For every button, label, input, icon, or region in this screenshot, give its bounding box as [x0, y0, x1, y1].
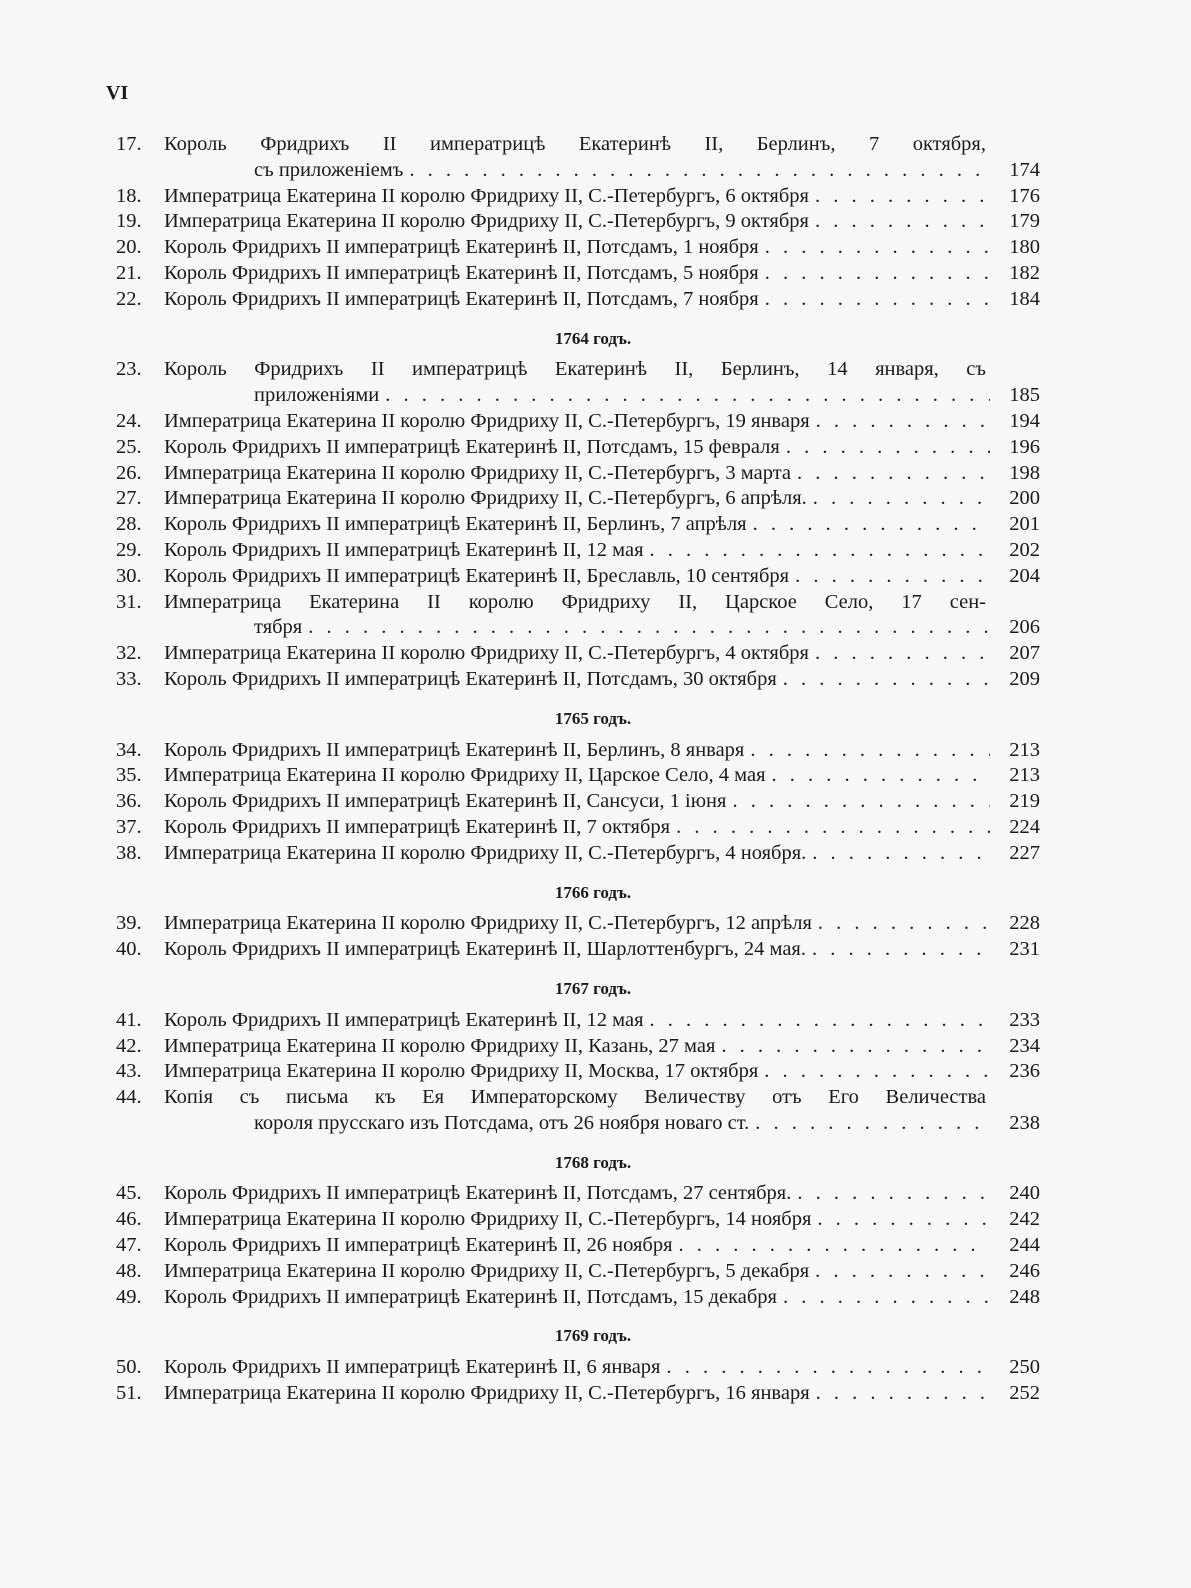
- dot-leader: [772, 763, 990, 789]
- toc-entry: [116, 1285, 1040, 1311]
- entry-number: 43.: [116, 1060, 142, 1083]
- entry-number: 29.: [116, 538, 142, 561]
- entry-page: 228: [1009, 912, 1040, 935]
- toc-entry-line: [116, 235, 1040, 261]
- entry-title: Императрица Екатерина II королю Фридриху II, Москва, 17 октября: [164, 1060, 759, 1083]
- toc-entry-line: [116, 486, 1040, 512]
- entry-page: 224: [1009, 815, 1040, 838]
- dot-leader: [815, 209, 990, 235]
- toc-entry-line: [116, 287, 1040, 313]
- dot-leader: [385, 383, 990, 409]
- entry-title: Король Фридрихъ II императрицѣ Екатеринѣ II, Шарлоттенбургъ, 24 мая.: [164, 938, 806, 961]
- toc-entry: [116, 564, 1040, 590]
- entry-title-continued: приложеніями: [254, 384, 380, 407]
- spacer: [164, 1111, 254, 1137]
- toc-entry: [116, 1207, 1040, 1233]
- toc-entry-line: [116, 937, 1040, 963]
- entry-number: 26.: [116, 461, 142, 484]
- toc-entry: [116, 435, 1040, 461]
- entry-page: 207: [1009, 642, 1040, 665]
- entry-title: Король Фридрихъ II императрицѣ Екатеринѣ II, Потсдамъ, 15 декабря: [164, 1285, 777, 1308]
- toc-entry-line: [116, 538, 1040, 564]
- entry-number: 17.: [116, 133, 142, 155]
- entry-page: 234: [1009, 1034, 1040, 1057]
- toc-entry-line: [116, 409, 1040, 435]
- toc-entry: [116, 486, 1040, 512]
- toc-entry-line: [116, 815, 1040, 841]
- entry-number: 47.: [116, 1234, 142, 1257]
- entry-number: 44.: [116, 1086, 142, 1109]
- toc-entry-line: [116, 1355, 1040, 1381]
- entry-title: Императрица Екатерина II королю Фридриху II, С.-Петербургъ, 6 апрѣля.: [164, 487, 807, 510]
- spacer: [116, 158, 164, 184]
- dot-leader: [795, 564, 990, 590]
- entry-title: Императрица Екатерина II королю Фридриху II, Царское Село, 4 мая: [164, 764, 766, 787]
- toc-entry: [116, 1034, 1040, 1060]
- toc-entry-line: [116, 357, 1040, 383]
- entry-page: 246: [1009, 1259, 1040, 1282]
- entry-number: 31.: [116, 590, 142, 613]
- dot-leader: [676, 815, 990, 841]
- entry-number: 39.: [116, 912, 142, 935]
- entry-title: Король Фридрихъ II императрицѣ Екатеринѣ II, 7 октября: [164, 815, 671, 838]
- section-heading: 1768 годъ.: [554, 1152, 632, 1172]
- entry-number: 33.: [116, 667, 142, 690]
- entry-number: 27.: [116, 487, 142, 510]
- entry-page: 227: [1009, 841, 1040, 864]
- toc-entry-line: [116, 1285, 1040, 1311]
- toc-entry: [116, 1085, 1040, 1137]
- toc-entry-line: [116, 763, 1040, 789]
- entry-page: 198: [1009, 461, 1040, 484]
- spacer: [164, 615, 254, 641]
- entry-number: 50.: [116, 1356, 142, 1379]
- toc-entry-line: [116, 841, 1040, 867]
- entry-number: 45.: [116, 1182, 142, 1205]
- section-heading: 1767 годъ.: [554, 978, 632, 998]
- toc-entry-line: [116, 911, 1040, 937]
- entry-page: 252: [1009, 1382, 1040, 1405]
- toc-entry: [116, 590, 1040, 642]
- entry-title: Императрица Екатерина II королю Фридриху II, С.-Петербургъ, 16 января: [164, 1382, 810, 1405]
- spacer: [116, 383, 164, 409]
- entry-page: 219: [1009, 790, 1040, 813]
- entry-title: Императрица Екатерина II королю Фридриху II, С.-Петербургъ, 12 апрѣля: [164, 912, 812, 935]
- dot-leader: [786, 435, 990, 461]
- entry-number: 51.: [116, 1382, 142, 1405]
- entry-number: 42.: [116, 1034, 142, 1057]
- toc-entry-line: [116, 461, 1040, 487]
- dot-leader: [308, 615, 990, 641]
- entry-number: 36.: [116, 790, 142, 813]
- entry-page: 182: [1009, 261, 1040, 284]
- entry-number: 37.: [116, 815, 142, 838]
- entry-title: Король Фридрихъ II императрицѣ Екатеринѣ II, Берлинъ, 14 января, съ: [164, 358, 986, 381]
- entry-number: 30.: [116, 564, 142, 587]
- entry-title: Король Фридрихъ II императрицѣ Екатеринѣ II, 26 ноября: [164, 1234, 673, 1257]
- toc-entry: [116, 1008, 1040, 1034]
- entry-number: 28.: [116, 513, 142, 536]
- toc-entry-line: [116, 1181, 1040, 1207]
- entry-number: 21.: [116, 261, 142, 284]
- entry-number: 40.: [116, 938, 142, 961]
- entry-title: Императрица Екатерина II королю Фридриху II, С.-Петербургъ, 4 октября: [164, 642, 809, 665]
- entry-page: 240: [1009, 1182, 1040, 1205]
- entry-page: 174: [1009, 158, 1040, 181]
- entry-number: 18.: [116, 184, 142, 207]
- dot-leader: [732, 789, 990, 815]
- entry-number: 22.: [116, 287, 142, 310]
- toc-entry: [116, 1259, 1040, 1285]
- toc-entry-line: [116, 1207, 1040, 1233]
- entry-page: 242: [1009, 1208, 1040, 1231]
- entry-title-continued: тября: [254, 616, 303, 639]
- dot-leader: [783, 1285, 990, 1311]
- dot-leader: [815, 1259, 990, 1285]
- toc-entry-line: [116, 209, 1040, 235]
- toc-entry: [116, 538, 1040, 564]
- entry-title: Императрица Екатерина II королю Фридриху II, С.-Петербургъ, 9 октября: [164, 210, 809, 233]
- entry-page: 180: [1009, 236, 1040, 259]
- toc-entry-line: [116, 1381, 1040, 1407]
- entry-number: 49.: [116, 1285, 142, 1308]
- dot-leader: [765, 235, 990, 261]
- entry-title: Король Фридрихъ II императрицѣ Екатеринѣ II, 6 января: [164, 1356, 661, 1379]
- toc-entry: [116, 1381, 1040, 1407]
- toc-entry-line: [116, 512, 1040, 538]
- toc-entry-line: [116, 1034, 1040, 1060]
- entry-title: Императрица Екатерина II королю Фридриху II, С.-Петербургъ, 19 января: [164, 409, 810, 432]
- entry-number: 34.: [116, 738, 142, 761]
- toc-entry-line: [116, 261, 1040, 287]
- entry-page: 231: [1009, 938, 1040, 961]
- entry-page: 204: [1009, 564, 1040, 587]
- dot-leader: [679, 1233, 990, 1259]
- toc-entry-line: [116, 1085, 1040, 1111]
- section-heading: 1764 годъ.: [554, 328, 632, 348]
- dot-leader: [815, 641, 990, 667]
- toc-entry: [116, 641, 1040, 667]
- entry-number: 38.: [116, 841, 142, 864]
- entry-page: 250: [1009, 1356, 1040, 1379]
- dot-leader: [797, 1181, 990, 1207]
- entry-page: 201: [1009, 513, 1040, 536]
- toc-entry: [116, 357, 1040, 409]
- entry-page: 213: [1009, 764, 1040, 787]
- entry-number: 41.: [116, 1008, 142, 1031]
- toc-entry-line: [116, 615, 1040, 641]
- entry-title: Императрица Екатерина II королю Фридриху II, С.-Петербургъ, 14 ноября: [164, 1208, 812, 1231]
- entry-page: 233: [1009, 1008, 1040, 1031]
- entry-number: 32.: [116, 642, 142, 665]
- toc-entry: [116, 1181, 1040, 1207]
- entry-number: 25.: [116, 435, 142, 458]
- toc-entry: [116, 209, 1040, 235]
- dot-leader: [765, 261, 990, 287]
- toc-entry-line: [116, 641, 1040, 667]
- entry-page: 206: [1009, 616, 1040, 639]
- toc-entry-line: [116, 667, 1040, 693]
- entry-title: Король Фридрихъ II императрицѣ Екатеринѣ II, Берлинъ, 7 октября,: [164, 133, 986, 155]
- entry-title: Король Фридрихъ II императрицѣ Екатеринѣ II, Бреславль, 10 сентября: [164, 564, 790, 587]
- spacer: [116, 1111, 164, 1137]
- entry-page: 176: [1009, 184, 1040, 207]
- toc-entry: [116, 667, 1040, 693]
- dot-leader: [818, 911, 990, 937]
- dot-leader: [815, 184, 990, 210]
- entry-title: Король Фридрихъ II императрицѣ Екатеринѣ II, Потсдамъ, 15 февраля: [164, 435, 780, 458]
- spacer: [164, 158, 254, 184]
- dot-leader: [764, 1059, 990, 1085]
- toc-entry: [116, 937, 1040, 963]
- dot-leader: [721, 1034, 990, 1060]
- entry-page: 179: [1009, 210, 1040, 233]
- toc-entry-line: [116, 383, 1040, 409]
- spacer: [164, 383, 254, 409]
- toc-entry-line: [116, 184, 1040, 210]
- toc-entry: [116, 132, 1040, 184]
- toc-entry: [116, 461, 1040, 487]
- dot-leader: [812, 937, 990, 963]
- entry-title: Императрица Екатерина II королю Фридриху II, Казань, 27 мая: [164, 1034, 716, 1057]
- toc-entry: [116, 184, 1040, 210]
- entry-number: 35.: [116, 764, 142, 787]
- toc-entry-line: [116, 1259, 1040, 1285]
- toc-entry-line: [116, 132, 1040, 158]
- entry-title: Императрица Екатерина II королю Фридриху II, С.-Петербургъ, 6 октября: [164, 184, 809, 207]
- toc-entry: [116, 261, 1040, 287]
- entry-title: Король Фридрихъ II императрицѣ Екатеринѣ II, Потсдамъ, 5 ноября: [164, 261, 759, 284]
- toc-entry: [116, 287, 1040, 313]
- dot-leader: [816, 1381, 990, 1407]
- entry-page: 209: [1009, 667, 1040, 690]
- toc-entry-line: [116, 789, 1040, 815]
- toc-entry: [116, 1355, 1040, 1381]
- dot-leader: [812, 841, 990, 867]
- entry-number: 24.: [116, 409, 142, 432]
- section-heading: 1766 годъ.: [554, 882, 632, 902]
- toc-entry-line: [116, 738, 1040, 764]
- toc-entry-line: [116, 590, 1040, 616]
- dot-leader: [813, 486, 990, 512]
- dot-leader: [753, 512, 990, 538]
- entry-page: 244: [1009, 1234, 1040, 1257]
- toc-entry-line: [116, 1008, 1040, 1034]
- entry-number: 46.: [116, 1208, 142, 1231]
- entry-page: 213: [1009, 738, 1040, 761]
- toc-entry-line: [116, 158, 1040, 184]
- toc-entry: [116, 235, 1040, 261]
- toc-entry: [116, 763, 1040, 789]
- entry-page: 200: [1009, 487, 1040, 510]
- dot-leader: [755, 1111, 990, 1137]
- dot-leader: [409, 158, 990, 184]
- dot-leader: [650, 1008, 991, 1034]
- entry-title: Король Фридрихъ II императрицѣ Екатеринѣ II, 12 мая: [164, 1008, 644, 1031]
- entry-title: Императрица Екатерина II королю Фридриху II, С.-Петербургъ, 3 марта: [164, 461, 792, 484]
- toc-entry-line: [116, 1059, 1040, 1085]
- page-number: VI: [106, 82, 129, 104]
- entry-title: Императрица Екатерина II королю Фридриху II, С.-Петербургъ, 5 декабря: [164, 1259, 810, 1282]
- toc-entry: [116, 1233, 1040, 1259]
- entry-page: 196: [1009, 435, 1040, 458]
- dot-leader: [765, 287, 990, 313]
- toc-entry: [116, 512, 1040, 538]
- entry-page: 184: [1009, 287, 1040, 310]
- entry-page: 236: [1009, 1060, 1040, 1083]
- dot-leader: [750, 738, 990, 764]
- dot-leader: [817, 1207, 990, 1233]
- entry-page: 194: [1009, 409, 1040, 432]
- entry-title: Король Фридрихъ II императрицѣ Екатеринѣ II, 12 мая: [164, 538, 644, 561]
- toc-entry-line: [116, 1233, 1040, 1259]
- entry-number: 20.: [116, 236, 142, 259]
- toc-entry: [116, 815, 1040, 841]
- entry-title: Король Фридрихъ II императрицѣ Екатеринѣ II, Сансуси, 1 іюня: [164, 790, 727, 813]
- toc-entry: [116, 911, 1040, 937]
- entry-title-continued: короля прусскаго изъ Потсдама, отъ 26 ноября новаго ст.: [254, 1111, 750, 1134]
- toc-entry: [116, 738, 1040, 764]
- entry-title: Императрица Екатерина II королю Фридриху II, С.-Петербургъ, 4 ноября.: [164, 841, 807, 864]
- dot-leader: [650, 538, 991, 564]
- entry-title: Король Фридрихъ II императрицѣ Екатеринѣ II, Потсдамъ, 30 октября: [164, 667, 777, 690]
- entry-page: 202: [1009, 538, 1040, 561]
- entry-title: Копія съ письма къ Ея Императорскому Величеству отъ Его Величества: [164, 1086, 986, 1109]
- entry-title: Король Фридрихъ II императрицѣ Екатеринѣ II, Берлинъ, 7 апрѣля: [164, 513, 747, 536]
- table-of-contents: [116, 132, 1040, 1407]
- entry-title-continued: съ приложеніемъ: [254, 158, 404, 181]
- entry-title: Король Фридрихъ II императрицѣ Екатеринѣ II, Потсдамъ, 7 ноября: [164, 287, 759, 310]
- entry-page: 248: [1009, 1285, 1040, 1308]
- entry-title: Императрица Екатерина II королю Фридриху II, Царское Село, 17 сен-: [164, 590, 986, 613]
- section-heading: 1769 годъ.: [554, 1326, 632, 1346]
- toc-entry-line: [116, 564, 1040, 590]
- entry-number: 19.: [116, 210, 142, 233]
- entry-title: Король Фридрихъ II императрицѣ Екатеринѣ II, Берлинъ, 8 января: [164, 738, 745, 761]
- spacer: [116, 615, 164, 641]
- entry-number: 23.: [116, 358, 142, 381]
- entry-page: 185: [1009, 384, 1040, 407]
- dot-leader: [797, 461, 990, 487]
- toc-entry: [116, 841, 1040, 867]
- entry-title: Король Фридрихъ II императрицѣ Екатеринѣ II, Потсдамъ, 1 ноября: [164, 236, 759, 259]
- dot-leader: [666, 1355, 990, 1381]
- toc-entry-line: [116, 435, 1040, 461]
- entry-page: 238: [1009, 1111, 1040, 1134]
- section-heading: 1765 годъ.: [554, 708, 632, 728]
- toc-entry: [116, 1059, 1040, 1085]
- entry-title: Король Фридрихъ II императрицѣ Екатеринѣ II, Потсдамъ, 27 сентября.: [164, 1182, 792, 1205]
- toc-entry: [116, 409, 1040, 435]
- entry-number: 48.: [116, 1259, 142, 1282]
- dot-leader: [783, 667, 990, 693]
- dot-leader: [816, 409, 990, 435]
- toc-entry: [116, 789, 1040, 815]
- toc-entry-line: [116, 1111, 1040, 1137]
